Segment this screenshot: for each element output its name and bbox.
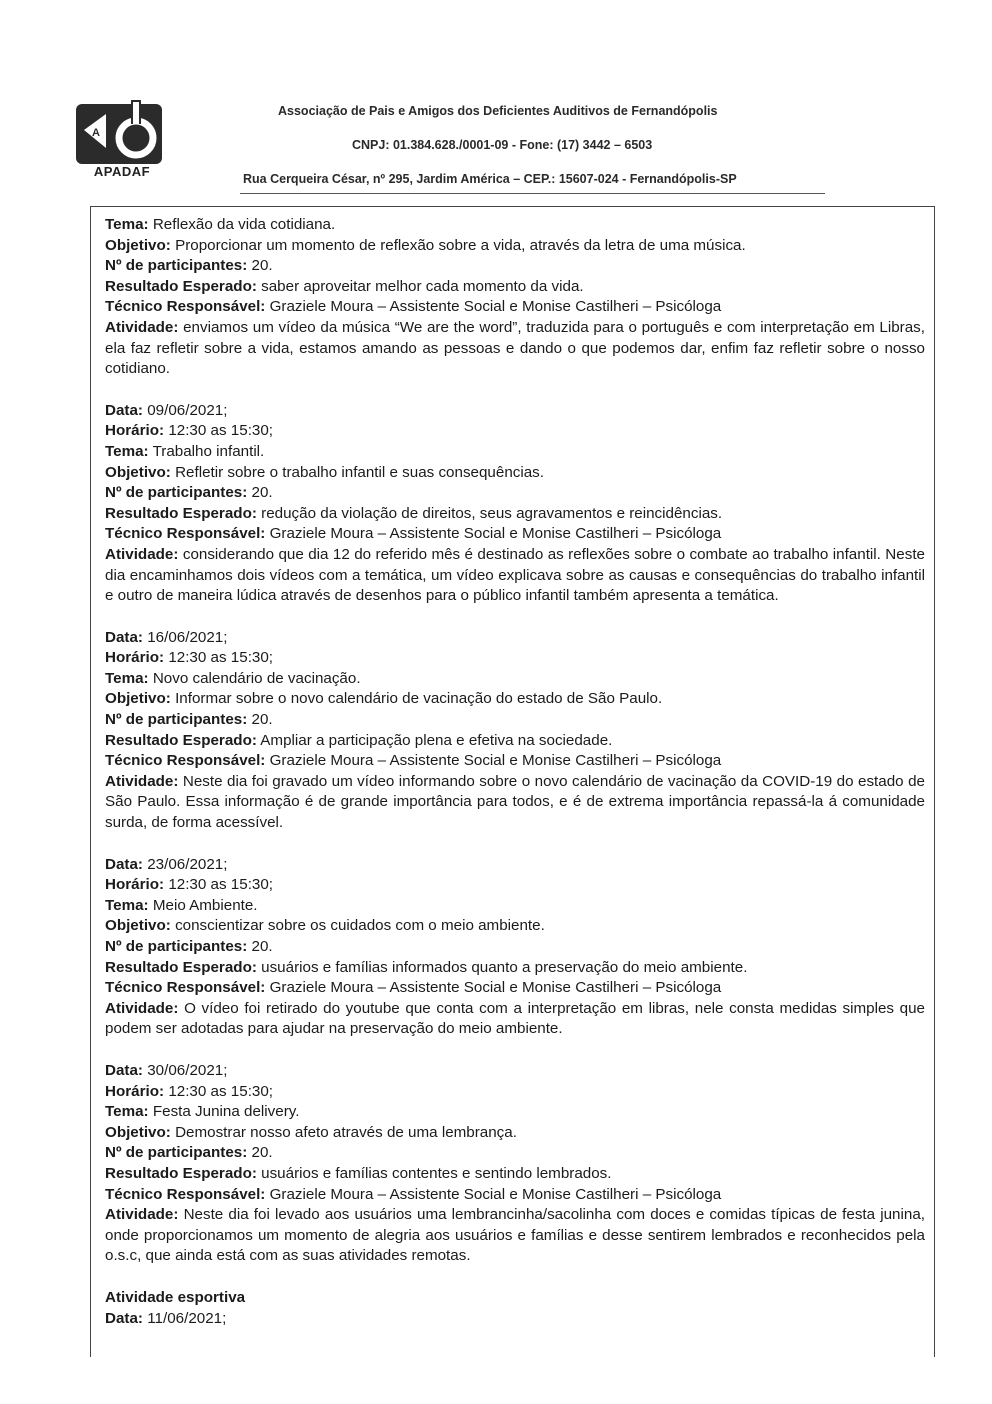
data-line: Data: 30/06/2021; (105, 1061, 228, 1079)
svg-text:A: A (92, 127, 100, 139)
objetivo-line: Objetivo: Proporcionar um momento de reflexão sobre a vida, através da letra de uma música. (105, 236, 746, 254)
resultado-line: Resultado Esperado: usuários e famílias informados quanto a preservação do meio ambiente. (105, 958, 748, 976)
participantes-line: Nº de participantes: 20. (105, 257, 273, 275)
horario-line: Horário: 12:30 as 15:30; (105, 1082, 274, 1100)
tema-line: Tema: Meio Ambiente. (105, 896, 258, 914)
data-line: Data: 16/06/2021; (105, 628, 228, 646)
objetivo-line: Objetivo: Refletir sobre o trabalho infantil e suas consequências. (105, 463, 544, 481)
participantes-line: Nº de participantes: 20. (105, 484, 273, 502)
horario-line: Horário: 12:30 as 15:30; (105, 876, 274, 894)
entry-block (105, 855, 925, 1040)
atividade-paragraph: Atividade: Neste dia foi levado aos usuários uma lembrancinha/sacolinha com doces e comidas típicas de festa junina, onde proporcionamos um momento de alegria aos usuários e famílias e desse sentirem lembrados e reconhecidos pela o.s.c, que ainda está com as suas atividades remotas. (105, 1206, 925, 1265)
org-name: Associação de Pais e Amigos dos Deficientes Auditivos de Fernandópolis (278, 104, 718, 118)
content-frame (90, 206, 935, 1357)
tema-line: Tema: Festa Junina delivery. (105, 1103, 300, 1121)
atividade-paragraph: Atividade: O vídeo foi retirado do youtube que conta com a interpretação em libras, nele consta medidas simples que podem ser adotadas para ajudar na preservação do meio ambiente. (105, 999, 925, 1038)
horario-line: Horário: 12:30 as 15:30; (105, 422, 274, 440)
data-line: Data: 23/06/2021; (105, 855, 228, 873)
logo-text: APADAF (93, 164, 151, 179)
tecnico-line: Técnico Responsável: Graziele Moura – Assistente Social e Monise Castilheri – Psicóloga (105, 525, 722, 543)
entry-block (105, 628, 925, 834)
section-title: Atividade esportiva (105, 1288, 246, 1306)
participantes-line: Nº de participantes: 20. (105, 1144, 273, 1162)
data-line: Data: 11/06/2021; (105, 1309, 227, 1327)
report-content (105, 215, 925, 1329)
tecnico-line: Técnico Responsável: Graziele Moura – Assistente Social e Monise Castilheri – Psicóloga (105, 1185, 722, 1203)
org-cnpj-phone: CNPJ: 01.384.628./0001-09 - Fone: (17) 3442 – 6503 (352, 138, 653, 152)
tema-line: Tema: Novo calendário de vacinação. (105, 669, 361, 687)
tecnico-line: Técnico Responsável: Graziele Moura – Assistente Social e Monise Castilheri – Psicóloga (105, 752, 722, 770)
data-line: Data: 09/06/2021; (105, 401, 228, 419)
objetivo-line: Objetivo: Informar sobre o novo calendário de vacinação do estado de São Paulo. (105, 690, 663, 708)
entry-block (105, 401, 925, 607)
atividade-paragraph: Atividade: considerando que dia 12 do referido mês é destinado as reflexões sobre o combate ao trabalho infantil. Neste dia encaminhamos dois vídeos com a temática, um vídeo explicava sobre as causas e consequências do trabalho infantil e outro de maneira lúdica através de desenhos para o público infantil também apresenta a temática. (105, 545, 925, 605)
resultado-line: Resultado Esperado: saber aproveitar melhor cada momento da vida. (105, 277, 584, 295)
entry-block (105, 1061, 925, 1267)
section-esportiva (105, 1288, 925, 1329)
entry-block (105, 215, 925, 380)
resultado-line: Resultado Esperado: usuários e famílias contentes e sentindo lembrados. (105, 1164, 612, 1182)
resultado-line: Resultado Esperado: Ampliar a participação plena e efetiva na sociedade. (105, 731, 613, 749)
atividade-paragraph: Atividade: Neste dia foi gravado um vídeo informando sobre o novo calendário de vacinação da COVID-19 do estado de São Paulo. Essa informação é de grande importância para todos, e é de extrema importância repassá-la á comunidade surda, de forma acessível. (105, 772, 925, 832)
tecnico-line: Técnico Responsável: Graziele Moura – Assistente Social e Monise Castilheri – Psicóloga (105, 298, 722, 316)
resultado-line: Resultado Esperado: redução da violação de direitos, seus agravamentos e reincidências. (105, 504, 723, 522)
participantes-line: Nº de participantes: 20. (105, 938, 273, 955)
atividade-paragraph: Atividade: enviamos um vídeo da música “We are the word”, traduzida para o português e com interpretação em Libras, ela faz refletir sobre a vida, estamos amando as pessoas e dando o que podemos dar, enfim faz refletir sobre o nosso cotidiano. (105, 318, 925, 378)
horario-line: Horário: 12:30 as 15:30; (105, 649, 274, 667)
objetivo-line: Objetivo: Demostrar nosso afeto através de uma lembrança. (105, 1123, 517, 1141)
header-rule (240, 193, 825, 194)
tema-line: Tema: Reflexão da vida cotidiana. (105, 216, 336, 233)
participantes-line: Nº de participantes: 20. (105, 711, 273, 729)
objetivo-line: Objetivo: conscientizar sobre os cuidados com o meio ambiente. (105, 917, 545, 935)
tecnico-line: Técnico Responsável: Graziele Moura – Assistente Social e Monise Castilheri – Psicóloga (105, 979, 722, 997)
tema-line: Tema: Trabalho infantil. (105, 442, 265, 460)
org-address: Rua Cerqueira César, nº 295, Jardim América – CEP.: 15607-024 - Fernandópolis-SP (243, 172, 737, 186)
